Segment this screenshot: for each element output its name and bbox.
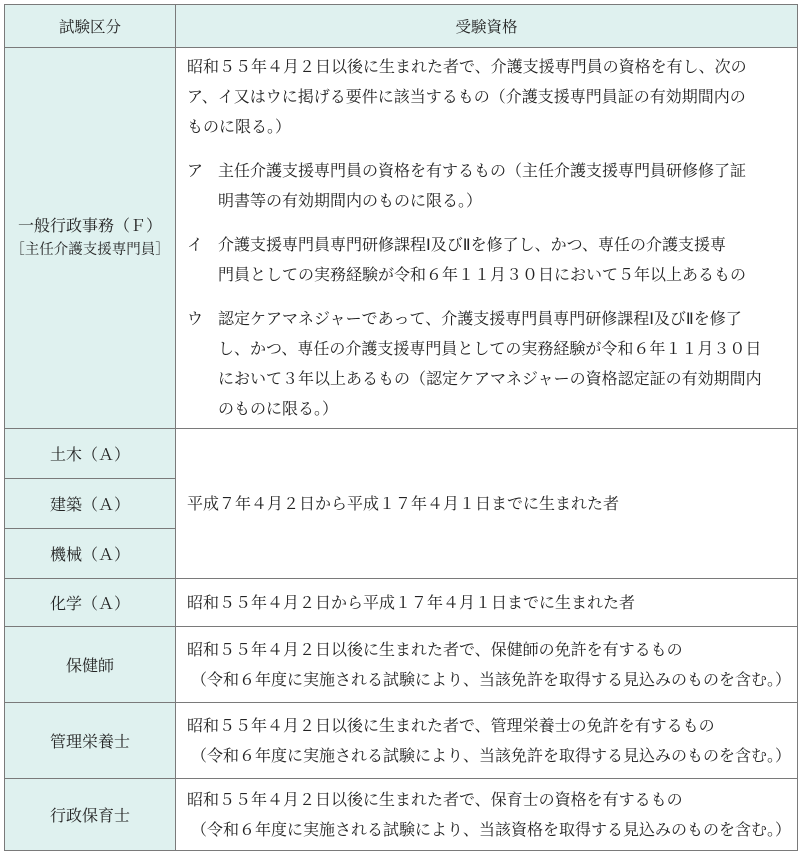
qualification-cell [176,579,798,627]
qualification-line: 昭和５５年４月２日以後に生まれた者で、介護支援専門員の資格を有し、次の [187,57,747,76]
qualification-line: ものに限る。） [187,117,292,136]
list-item [187,304,789,424]
header-row [5,5,798,48]
category-cell: 保健師 [5,627,176,703]
header-exam-category: 試験区分 [5,5,176,48]
qualification-line: 昭和５５年４月２日以後に生まれた者で、保育士の資格を有するもの [187,789,683,809]
category-label: 一般行政事務（Ｆ） [17,216,162,235]
qualification-note: （令和６年度に実施される試験により、当該免許を取得する見込みのものを含む。） [191,745,792,765]
list-item [187,156,789,216]
category-cell: 土木（Ａ） [5,429,176,479]
list-item-line: において３年以上あるもの（認定ケアマネジャーの資格認定証の有効期間内 [218,369,762,388]
list-item [187,230,789,290]
qualification-cell [176,48,798,429]
qualification-note: （令和６年度に実施される試験により、当該免許を取得する見込みのものを含む。） [191,669,792,689]
list-item-line: し、かつ、専任の介護支援専門員としての実務経験が令和６年１１月３０日 [218,339,762,358]
category-cell: 管理栄養士 [5,703,176,779]
qualification-line: 昭和５５年４月２日以後に生まれた者で、保健師の免許を有するもの [187,639,683,659]
list-marker: ウ [187,309,204,328]
category-cell: 機械（Ａ） [5,529,176,579]
table-row [5,429,798,479]
table-row [5,579,798,627]
list-item-line: 主任介護支援専門員の資格を有するもの（主任介護支援専門員研修修了証 [218,161,747,180]
list-item-line: 門員としての実務経験が令和６年１１月３０日において５年以上あるもの [218,265,747,284]
category-sublabel: ［主任介護支援専門員］ [10,242,170,258]
header-qualification: 受験資格 [176,5,798,48]
list-item-line: のものに限る。） [218,399,339,418]
qualification-cell [176,779,798,851]
table-row [5,779,798,851]
qualification-line: 昭和５５年４月２日から平成１７年４月１日までに生まれた者 [187,592,636,612]
table-row [5,703,798,779]
table-row [5,48,798,429]
category-cell: 建築（Ａ） [5,479,176,529]
table-row [5,627,798,703]
category-cell: 化学（Ａ） [5,579,176,627]
category-cell: 行政保育士 [5,779,176,851]
list-item-line: 明書等の有効期間内のものに限る。） [218,191,483,210]
category-cell [5,48,176,429]
qualification-table [4,4,798,851]
list-marker: ア [187,161,204,180]
list-item-line: 介護支援専門員専門研修課程Ⅰ及びⅡを修了し、かつ、専任の介護支援専 [218,235,726,254]
qualification-cell [176,429,798,579]
qualification-line: 平成７年４月２日から平成１７年４月１日までに生まれた者 [187,493,620,513]
list-item-line: 認定ケアマネジャーであって、介護支援専門員専門研修課程Ⅰ及びⅡを修了 [218,309,742,328]
qualification-cell [176,627,798,703]
qualification-line: 昭和５５年４月２日以後に生まれた者で、管理栄養士の免許を有するもの [187,715,715,735]
qualification-line: ア、イ又はウに掲げる要件に該当するもの（介護支援専門員証の有効期間内の [187,87,746,106]
qualification-cell [176,703,798,779]
list-marker: イ [187,235,204,254]
qualification-note: （令和６年度に実施される試験により、当該資格を取得する見込みのものを含む。） [191,819,792,839]
